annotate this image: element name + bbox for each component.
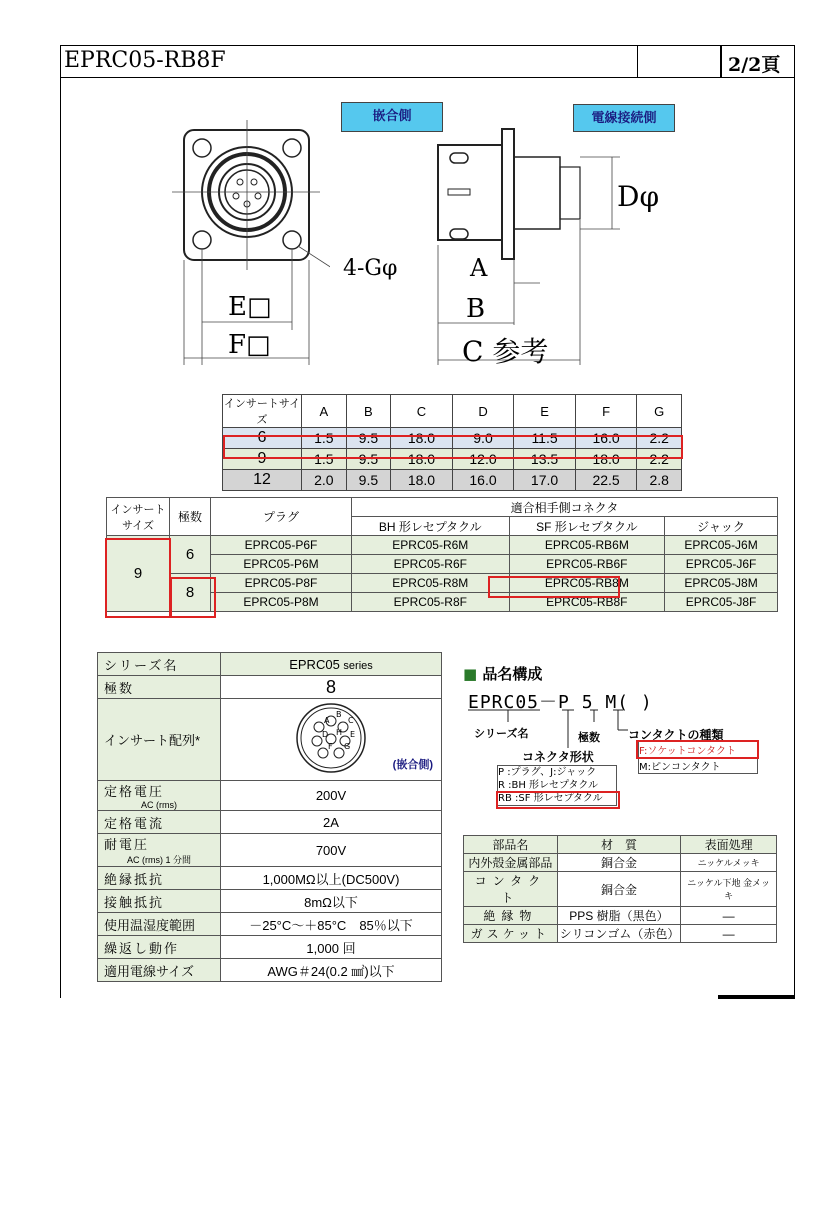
- dim-header: インサートサイズ: [223, 395, 302, 428]
- highlight-box: [636, 740, 759, 759]
- square-bullet-icon: ■: [463, 665, 478, 683]
- cell: 1.5: [302, 428, 347, 449]
- cell: 16.0: [452, 470, 514, 491]
- pin-label: C: [348, 716, 354, 725]
- spec-label: 耐電圧: [104, 837, 150, 852]
- dim-label-c: C 参考: [462, 335, 549, 368]
- cable-side-tag: 電線接続側: [573, 104, 675, 132]
- mat-header: 材 質: [557, 836, 681, 854]
- spec-value: 8mΩ以下: [221, 890, 442, 913]
- spec-value: －25°C～＋85°C 85％以下: [221, 913, 442, 936]
- cell: 13.5: [514, 449, 576, 470]
- spec-label: 定格電流: [98, 811, 221, 834]
- material-table: [463, 835, 777, 943]
- cell: 9.5: [346, 449, 391, 470]
- page-number: 2/2頁: [728, 54, 781, 76]
- spec-series: EPRC05: [289, 656, 340, 672]
- cell: ニッケル下地 金メッキ: [681, 872, 777, 907]
- cell: EPRC05-J6M: [665, 536, 778, 555]
- mate-header-plug: プラグ: [211, 498, 352, 536]
- pin-label: D: [322, 730, 329, 739]
- cell: EPRC05-RB8M: [509, 574, 665, 593]
- dim-label-f: F□: [228, 330, 271, 360]
- shape-option: P :プラグ、J:ジャック: [498, 767, 597, 778]
- contact-option: M:ピンコンタクト: [639, 757, 757, 773]
- cell: 1.5: [302, 449, 347, 470]
- spec-sublabel: AC (rms) 1 分間: [127, 855, 191, 865]
- label-series: シリーズ名: [474, 727, 529, 740]
- highlight-box: [488, 576, 620, 598]
- pin-circle: [318, 748, 328, 758]
- spec-value: 200V: [221, 781, 442, 811]
- cell: 12: [223, 470, 302, 491]
- label-contact: コンタクトの種類: [628, 728, 724, 742]
- cell: EPRC05-RB6M: [509, 536, 665, 555]
- spec-value: 2A: [221, 811, 442, 834]
- table-row: [464, 925, 777, 943]
- dim-label-a: A: [470, 254, 488, 282]
- spec-value: 700V: [221, 834, 442, 867]
- spec-label: 使用温湿度範囲: [98, 913, 221, 936]
- spec-value: 1,000 回: [221, 936, 442, 959]
- cell: EPRC05-R8M: [352, 574, 510, 593]
- spec-label: 絶縁抵抗: [98, 867, 221, 890]
- cell: 16.0: [575, 428, 637, 449]
- cell: 2.0: [302, 470, 347, 491]
- spec-label: シリーズ名: [98, 653, 221, 676]
- cell: 9.5: [346, 470, 391, 491]
- mate-header-bh: BH 形レセプタクル: [352, 517, 510, 536]
- cell: EPRC05-J6F: [665, 555, 778, 574]
- spec-label: 適用電線サイズ: [98, 959, 221, 982]
- cell: EPRC05-P6F: [211, 536, 352, 555]
- mate-header-group: 適合相手側コネクタ: [352, 498, 778, 517]
- cell: EPRC05-P6M: [211, 555, 352, 574]
- table-row: [464, 854, 777, 872]
- cell: EPRC05-R6M: [352, 536, 510, 555]
- spec-label: 接触抵抗: [98, 890, 221, 913]
- cell: 9: [223, 449, 302, 470]
- cell: 22.5: [575, 470, 637, 491]
- dim-label-b: B: [466, 294, 486, 324]
- mate-header-jack: ジャック: [665, 517, 778, 536]
- pin-label: G: [344, 742, 351, 751]
- contact-option: F:ソケットコンタクト: [639, 746, 736, 757]
- cell: 2.2: [637, 449, 682, 470]
- cell: 18.0: [391, 428, 453, 449]
- cell: 18.0: [575, 449, 637, 470]
- dim-header: A: [302, 395, 347, 428]
- mate-header-sf: SF 形レセプタクル: [509, 517, 665, 536]
- cell: 絶縁物: [464, 907, 558, 925]
- pin-label: F: [328, 742, 333, 751]
- cell: 6: [223, 428, 302, 449]
- document-title: EPRC05-RB8F: [64, 48, 226, 73]
- cell: EPRC05-P8F: [211, 574, 352, 593]
- table-row: [223, 470, 682, 491]
- bottom-rule: [718, 995, 795, 999]
- label-poles: 極数: [578, 731, 600, 744]
- mat-header: 部品名: [464, 836, 558, 854]
- table-row: [464, 872, 777, 907]
- pin-label: B: [336, 710, 342, 719]
- mate-insert-size: 9: [107, 536, 170, 612]
- cell: EPRC05-RB6F: [509, 555, 665, 574]
- mate-header-poles: 極数: [170, 498, 211, 536]
- label-shape: コネクタ形状: [522, 750, 594, 764]
- cell: 9.5: [346, 428, 391, 449]
- cell: 2.2: [637, 428, 682, 449]
- dim-header: E: [514, 395, 576, 428]
- cell: 17.0: [514, 470, 576, 491]
- pin-circle: [334, 748, 344, 758]
- highlight-box: [223, 435, 683, 459]
- spec-sublabel: AC (rms): [141, 800, 177, 810]
- cell: EPRC05-R8F: [352, 593, 510, 612]
- highlight-box: [170, 577, 216, 618]
- spec-label: インサート配列*: [98, 699, 221, 781]
- cell: EPRC05-J8M: [665, 574, 778, 593]
- cell: コンタクト: [464, 872, 558, 907]
- spec-series-suffix: series: [343, 659, 373, 672]
- dim-header: B: [346, 395, 391, 428]
- cell: 銅合金: [557, 872, 681, 907]
- dim-label-e: E□: [228, 292, 272, 322]
- mat-header: 表面処理: [681, 836, 777, 854]
- cell: 銅合金: [557, 854, 681, 872]
- dim-label-d: Dφ: [617, 180, 660, 213]
- cell: 9.0: [452, 428, 514, 449]
- mate-poles: 6: [170, 536, 211, 574]
- table-row: [107, 536, 778, 555]
- header-bar: [60, 45, 795, 78]
- spec-label: 繰返し動作: [98, 936, 221, 959]
- pin-label: E: [350, 730, 356, 739]
- layout-note: (嵌合側): [392, 759, 433, 771]
- spec-label: 極数: [98, 676, 221, 699]
- dim-header: F: [575, 395, 637, 428]
- naming-section-title: [463, 663, 542, 684]
- spec-value: AWG＃24(0.2 ㎟)以下: [221, 959, 442, 982]
- shape-option: RB :SF 形レセプタクル: [498, 793, 603, 804]
- spec-label: 定格電圧: [104, 784, 165, 799]
- cell: 内外殻金属部品: [464, 854, 558, 872]
- cell: 12.0: [452, 449, 514, 470]
- shape-option: R :BH 形レセプタクル: [498, 780, 599, 791]
- cell: ―: [681, 907, 777, 925]
- cell: シリコンゴム（赤色）: [557, 925, 681, 943]
- mate-poles: 8: [170, 574, 211, 612]
- cell: 18.0: [391, 470, 453, 491]
- cell: EPRC05-J8F: [665, 593, 778, 612]
- insert-layout-diagram: [291, 701, 371, 775]
- highlight-box: [496, 791, 620, 809]
- pin-circle: [312, 736, 322, 746]
- pin-label: A: [324, 716, 330, 725]
- part-code: EPRC05－P 5 M( ): [468, 692, 653, 713]
- cell: EPRC05-R6F: [352, 555, 510, 574]
- cell: PPS 樹脂（黒色）: [557, 907, 681, 925]
- cell: ―: [681, 925, 777, 943]
- mating-side-tag: 嵌合側: [341, 102, 443, 132]
- cell: ニッケルメッキ: [681, 854, 777, 872]
- mate-header-insert: インサートサイズ: [107, 498, 170, 536]
- highlight-box: [105, 538, 171, 618]
- cell: 2.8: [637, 470, 682, 491]
- cell: 11.5: [514, 428, 576, 449]
- dim-header: C: [391, 395, 453, 428]
- dim-header: D: [452, 395, 514, 428]
- spec-table: [97, 652, 442, 982]
- dim-label-g: 4-Gφ: [343, 256, 398, 281]
- spec-value: 1,000MΩ以上(DC500V): [221, 867, 442, 890]
- spec-value: 8: [221, 676, 442, 699]
- cell: ガスケット: [464, 925, 558, 943]
- cell: 18.0: [391, 449, 453, 470]
- table-row: [464, 907, 777, 925]
- cell: EPRC05-RB8F: [509, 593, 665, 612]
- dim-header: G: [637, 395, 682, 428]
- naming-title: 品名構成: [482, 665, 543, 683]
- cell: EPRC05-P8M: [211, 593, 352, 612]
- pin-label: H: [336, 728, 343, 737]
